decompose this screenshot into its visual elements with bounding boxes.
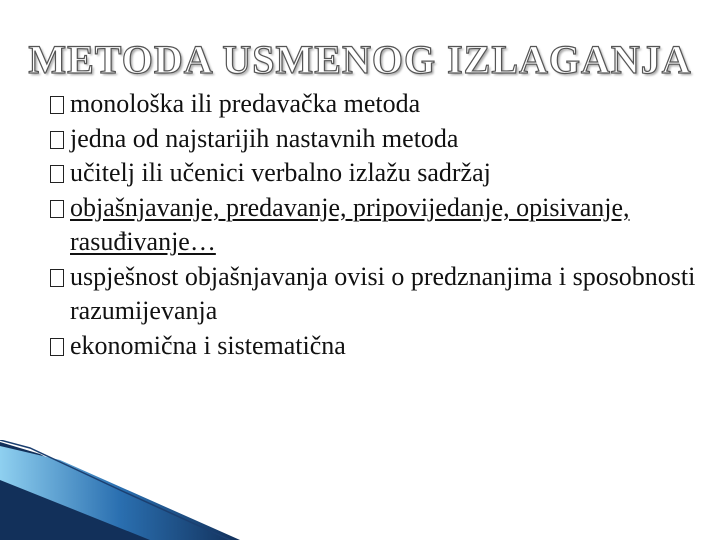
bullet-item (50, 260, 700, 329)
bullet-item (50, 329, 700, 364)
bullet-text: učitelj ili učenici verbalno izlažu sadržaj (70, 158, 491, 187)
bullet-item (50, 156, 700, 191)
square-bullet-icon (50, 165, 64, 183)
bullet-text: ekonomična i sistematična (70, 330, 346, 360)
corner-swoosh-decoration (0, 440, 720, 540)
square-bullet-icon (50, 269, 64, 287)
bullet-text: uspješnost objašnjavanja ovisi o predznanjima i sposobnosti razumijevanja (70, 261, 696, 325)
square-bullet-icon (50, 200, 64, 218)
bullet-list (50, 87, 700, 363)
square-bullet-icon (50, 131, 64, 149)
slide-title: METODA USMENOG IZLAGANJA (28, 37, 692, 82)
bullet-item (50, 122, 700, 157)
bullet-item (50, 87, 700, 122)
bullet-text: objašnjavanje, predavanje, pripovijedanje, opisivanje, rasuđivanje… (70, 192, 630, 256)
bullet-item (50, 191, 700, 260)
bullet-text: jedna od najstarijih nastavnih metoda (70, 123, 459, 153)
bullet-text: monološka ili predavačka metoda (70, 89, 421, 118)
square-bullet-icon (50, 96, 64, 114)
square-bullet-icon (50, 338, 64, 356)
